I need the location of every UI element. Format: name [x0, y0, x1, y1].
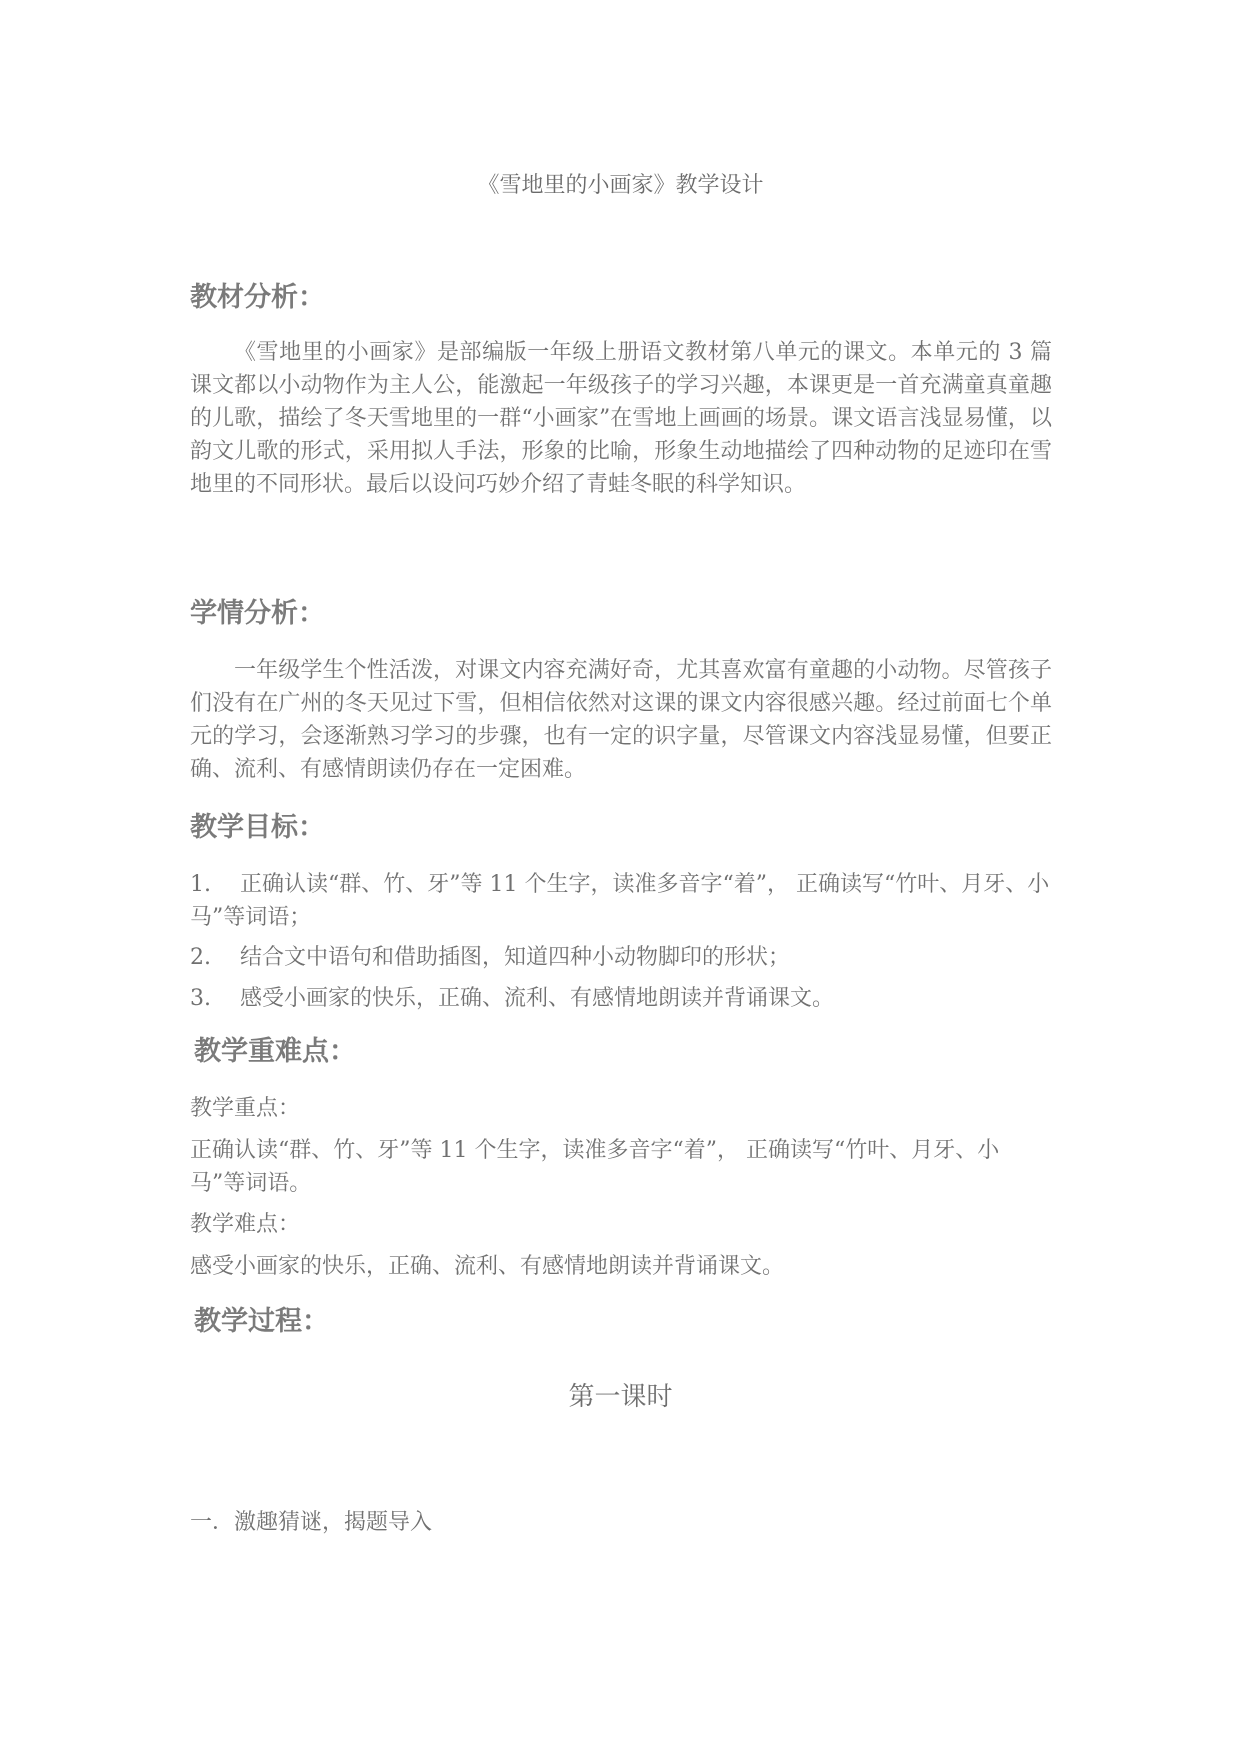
teaching-goal-item [190, 868, 1052, 934]
difficulty-label: 教学难点： [190, 1212, 301, 1237]
focus-label: 教学重点： [190, 1096, 301, 1121]
list-text: 结合文中语句和借助插图，知道四种小动物脚印的形状； [240, 945, 791, 970]
list-number: 1. [190, 872, 211, 897]
process-step: 一．激趣猜谜，揭题导入 [190, 1510, 433, 1535]
document-title: 《雪地里的小画家》教学设计 [477, 173, 764, 198]
student-analysis-heading: 学情分析： [190, 598, 325, 629]
focus-text: 正确认读“群、竹、牙”等 11 个生字，读准多音字“着”， 正确读写“竹叶、月牙、小马”等词语。 [190, 1138, 1000, 1196]
teaching-goal-item [190, 982, 1052, 1015]
list-text: 正确认读“群、竹、牙”等 11 个生字，读准多音字“着”， 正确读写“竹叶、月牙、小马”等词语； [190, 872, 1050, 930]
teaching-goals-heading: 教学目标： [190, 812, 325, 843]
list-text: 感受小画家的快乐，正确、流利、有感情地朗读并背诵课文。 [240, 986, 835, 1011]
material-analysis-heading: 教材分析： [190, 282, 325, 313]
key-points-heading: 教学重难点： [194, 1036, 356, 1067]
lesson-title: 第一课时 [568, 1382, 673, 1412]
teaching-goal-item [190, 941, 1052, 974]
difficulty-text: 感受小画家的快乐，正确、流利、有感情地朗读并背诵课文。 [190, 1254, 785, 1279]
material-analysis-body: 《雪地里的小画家》是部编版一年级上册语文教材第八单元的课文。本单元的 3 篇课文都以小动物作为主人公，能激起一年级孩子的学习兴趣，本课更是一首充满童真童趣的儿歌，描绘了冬天雪地里的一群“小画家”在雪地上画画的场景。课文语言浅显易懂，以韵文儿歌的形式，采用拟人手法，形象的比喻，形象生动地描绘了四种动物的足迹印在雪地里的不同形状。最后以设问巧妙介绍了青蛙冬眠的科学知识。 [190, 340, 1052, 497]
student-analysis-body: 一年级学生个性活泼，对课文内容充满好奇，尤其喜欢富有童趣的小动物。尽管孩子们没有在广州的冬天见过下雪，但相信依然对这课的课文内容很感兴趣。经过前面七个单元的学习，会逐渐熟习学习的步骤，也有一定的识字量，尽管课文内容浅显易懂，但要正确、流利、有感情朗读仍存在一定困难。 [190, 658, 1052, 782]
list-number: 3. [190, 986, 211, 1011]
list-number: 2. [190, 945, 211, 970]
process-heading: 教学过程： [194, 1306, 329, 1337]
